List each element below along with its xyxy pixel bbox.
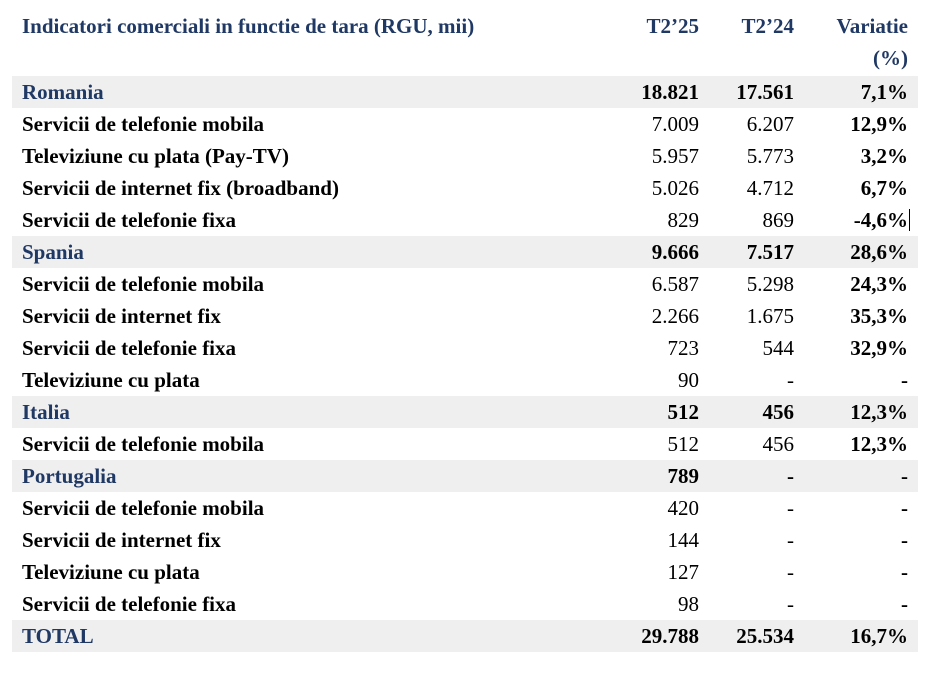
row-label: TOTAL bbox=[22, 624, 94, 648]
table-header bbox=[12, 12, 918, 76]
value-t2-25: 7.009 bbox=[651, 112, 699, 136]
value-variatie: 7,1% bbox=[860, 80, 908, 104]
value-variatie: 16,7% bbox=[850, 624, 908, 648]
row-label: Spania bbox=[22, 240, 84, 264]
value-variatie: -4,6% bbox=[853, 208, 908, 232]
value-t2-24: - bbox=[787, 592, 794, 616]
value-variatie: - bbox=[901, 464, 908, 488]
table-row bbox=[12, 524, 918, 556]
value-t2-25: 512 bbox=[667, 400, 699, 424]
row-label: Servicii de internet fix bbox=[22, 304, 221, 328]
value-t2-24: - bbox=[787, 528, 794, 552]
value-variatie: 3,2% bbox=[860, 144, 908, 168]
value-t2-25: 29.788 bbox=[641, 624, 699, 648]
table-row bbox=[12, 140, 918, 172]
value-t2-24: 25.534 bbox=[736, 624, 794, 648]
value-t2-25: 5.957 bbox=[651, 144, 699, 168]
total-row bbox=[12, 620, 918, 652]
value-t2-25: 512 bbox=[667, 432, 699, 456]
value-t2-25: 90 bbox=[678, 368, 699, 392]
section-row-spania bbox=[12, 236, 918, 268]
value-t2-25: 723 bbox=[667, 336, 699, 360]
value-variatie: 32,9% bbox=[850, 336, 908, 360]
value-t2-24: 1.675 bbox=[746, 304, 794, 328]
value-t2-25: 5.026 bbox=[651, 176, 699, 200]
column-header-variatie-line2: (%) bbox=[873, 46, 908, 70]
row-label: Romania bbox=[22, 80, 104, 104]
table-row bbox=[12, 492, 918, 524]
value-t2-24: 5.298 bbox=[746, 272, 794, 296]
table-row bbox=[12, 268, 918, 300]
section-row-romania bbox=[12, 76, 918, 108]
value-variatie: 28,6% bbox=[850, 240, 908, 264]
row-label: Servicii de telefonie mobila bbox=[22, 432, 265, 456]
row-label: Servicii de telefonie fixa bbox=[22, 208, 237, 232]
text-cursor bbox=[909, 209, 910, 231]
value-t2-25: 2.266 bbox=[651, 304, 699, 328]
table-title: Indicatori comerciali in functie de tara (RGU, mii) bbox=[22, 14, 475, 38]
value-t2-25: 18.821 bbox=[641, 80, 699, 104]
section-row-italia bbox=[12, 396, 918, 428]
table-row bbox=[12, 588, 918, 620]
value-t2-25: 127 bbox=[667, 560, 699, 584]
table-row bbox=[12, 364, 918, 396]
value-t2-24: 456 bbox=[762, 432, 794, 456]
value-t2-25: 98 bbox=[678, 592, 699, 616]
value-t2-25: 144 bbox=[667, 528, 699, 552]
table-row bbox=[12, 108, 918, 140]
column-header-variatie-line1: Variatie bbox=[836, 14, 908, 38]
value-t2-25: 6.587 bbox=[651, 272, 699, 296]
row-label: Servicii de telefonie mobila bbox=[22, 112, 265, 136]
table-row bbox=[12, 428, 918, 460]
value-t2-24: - bbox=[787, 496, 794, 520]
value-variatie: 35,3% bbox=[850, 304, 908, 328]
column-header-t2-25: T2’25 bbox=[646, 14, 699, 38]
row-label: Italia bbox=[22, 400, 70, 424]
value-variatie: - bbox=[901, 496, 908, 520]
rgu-table bbox=[12, 12, 918, 652]
table-row bbox=[12, 332, 918, 364]
value-variatie: 12,3% bbox=[850, 400, 908, 424]
value-t2-24: 7.517 bbox=[746, 240, 794, 264]
value-t2-24: 869 bbox=[762, 208, 794, 232]
value-t2-25: 829 bbox=[667, 208, 699, 232]
value-t2-25: 789 bbox=[667, 464, 699, 488]
value-t2-24: 5.773 bbox=[746, 144, 794, 168]
value-variatie: - bbox=[901, 528, 908, 552]
value-t2-25: 420 bbox=[667, 496, 699, 520]
value-t2-24: 4.712 bbox=[746, 176, 794, 200]
value-t2-24: 17.561 bbox=[736, 80, 794, 104]
value-t2-24: - bbox=[787, 368, 794, 392]
table-row bbox=[12, 300, 918, 332]
value-variatie: 24,3% bbox=[850, 272, 908, 296]
row-label: Servicii de telefonie fixa bbox=[22, 336, 237, 360]
row-label: Servicii de telefonie mobila bbox=[22, 496, 265, 520]
row-label: Servicii de telefonie mobila bbox=[22, 272, 265, 296]
value-variatie: 12,9% bbox=[850, 112, 908, 136]
value-variatie: - bbox=[901, 592, 908, 616]
row-label: Servicii de internet fix (broadband) bbox=[22, 176, 339, 200]
value-t2-24: - bbox=[787, 560, 794, 584]
value-variatie: - bbox=[901, 560, 908, 584]
column-header-variatie bbox=[836, 10, 908, 74]
row-label: Televiziune cu plata bbox=[22, 368, 200, 392]
row-label: Servicii de telefonie fixa bbox=[22, 592, 237, 616]
value-t2-24: 6.207 bbox=[746, 112, 794, 136]
value-variatie: 12,3% bbox=[850, 432, 908, 456]
row-label: Televiziune cu plata bbox=[22, 560, 200, 584]
table-row bbox=[12, 172, 918, 204]
value-t2-24: - bbox=[787, 464, 794, 488]
value-variatie: - bbox=[901, 368, 908, 392]
row-label: Servicii de internet fix bbox=[22, 528, 221, 552]
table-row bbox=[12, 556, 918, 588]
value-t2-24: 456 bbox=[762, 400, 794, 424]
column-header-t2-24: T2’24 bbox=[741, 14, 794, 38]
row-label: Portugalia bbox=[22, 464, 117, 488]
value-variatie: 6,7% bbox=[860, 176, 908, 200]
value-t2-25: 9.666 bbox=[651, 240, 699, 264]
section-row-portugalia bbox=[12, 460, 918, 492]
row-label: Televiziune cu plata (Pay-TV) bbox=[22, 144, 289, 168]
value-t2-24: 544 bbox=[762, 336, 794, 360]
table-row bbox=[12, 204, 918, 236]
